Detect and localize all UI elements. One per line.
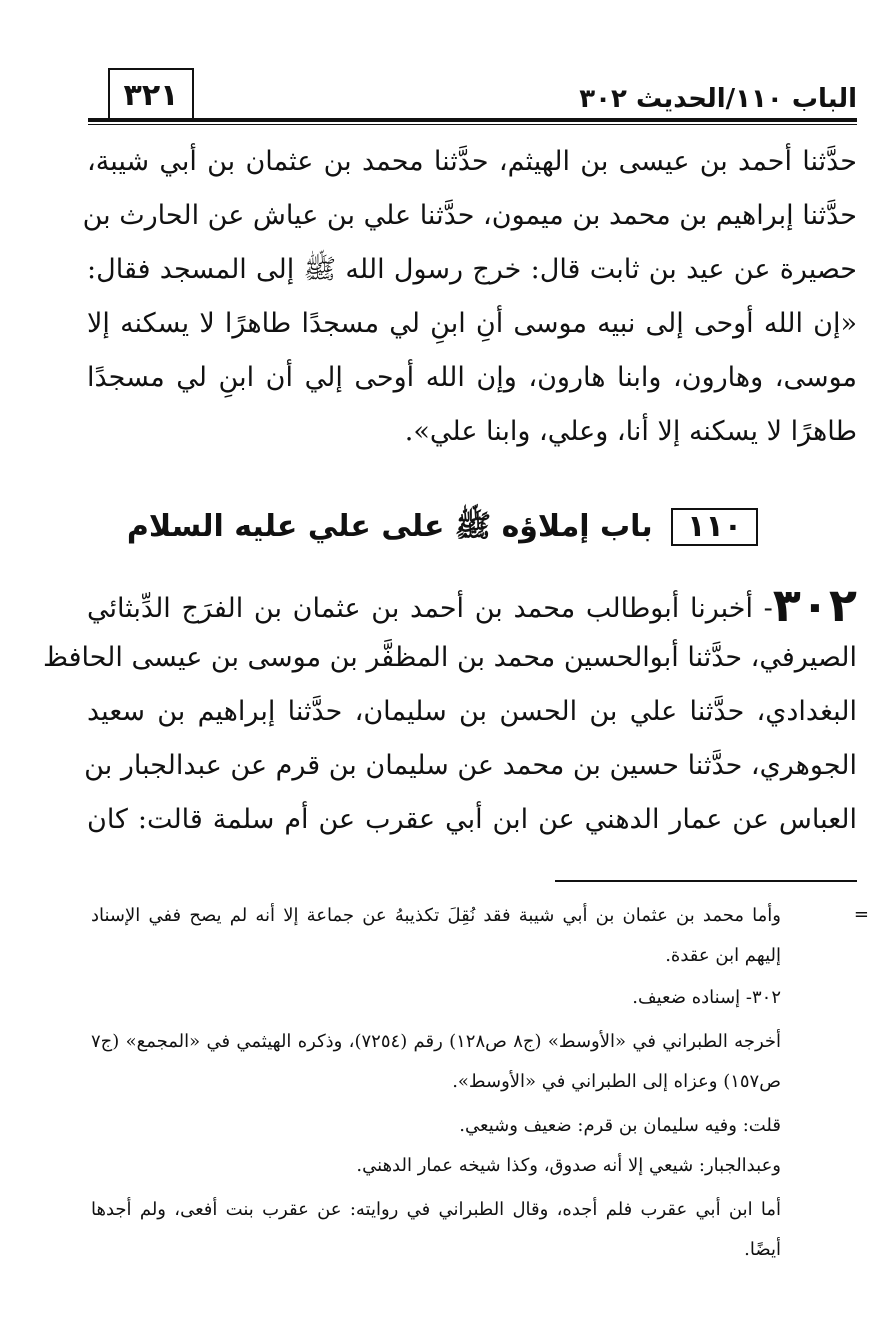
hadith-line: البغدادي، حدَّثنا علي بن الحسن بن سليمان، حدَّثنا إبراهيم بن سعيد bbox=[87, 696, 857, 727]
footnote-line: ٣٠٢- إسناده ضعيف. bbox=[632, 987, 781, 1008]
running-title: الباب ١١٠/الحديث ٣٠٢ bbox=[579, 84, 857, 114]
body-line: حدَّثنا إبراهيم بن محمد بن ميمون، حدَّثنا علي بن عياش عن الحارث بن bbox=[82, 200, 857, 231]
footnote-separator bbox=[555, 880, 857, 882]
footnote-line: وأما محمد بن عثمان بن أبي شيبة فقد نُقِلَ تكذيبهُ عن جماعة إلا أنه لم يصح ففي الإسناد bbox=[91, 905, 781, 926]
body-line: موسى، وهارون، وابنا هارون، وإن الله أوحى إلي أن ابنِ لي مسجدًا bbox=[87, 362, 857, 393]
chapter-title: باب إملاؤه ﷺ على علي عليه السلام bbox=[126, 509, 653, 544]
hadith-first-line bbox=[87, 580, 857, 630]
body-line: طاهرًا لا يسكنه إلا أنا، وعلي، وابنا علي». bbox=[404, 416, 857, 447]
footnote-line: ص١٥٧) وعزاه إلى الطبراني في «الأوسط». bbox=[452, 1071, 781, 1092]
body-line: «إن الله أوحى إلى نبيه موسى أنِ ابنِ لي مسجدًا طاهرًا لا يسكنه إلا bbox=[87, 308, 857, 339]
hadith-text: - أخبرنا أبوطالب محمد بن أحمد بن عثمان بن الفرَج الدِّبثائي bbox=[87, 593, 773, 624]
header-rule-thin bbox=[88, 124, 857, 125]
hadith-line: العباس عن عمار الدهني عن ابن أبي عقرب عن أم سلمة قالت: كان bbox=[87, 804, 857, 835]
chapter-heading bbox=[0, 508, 885, 551]
chapter-number: ١١٠ bbox=[671, 508, 758, 546]
footnote-line: قلت: وفيه سليمان بن قرم: ضعيف وشيعي. bbox=[459, 1115, 781, 1136]
footnote-continuation-mark: = bbox=[853, 904, 869, 925]
hadith-number: ٣٠٢ bbox=[772, 578, 857, 632]
header-rule bbox=[88, 118, 857, 122]
footnote-line: أما ابن أبي عقرب فلم أجده، وقال الطبراني في روايته: عن عقرب بنت أفعى، ولم أجدها bbox=[91, 1199, 781, 1220]
footnote-line: أخرجه الطبراني في «الأوسط» (ج٨ ص١٢٨) رقم (٧٢٥٤)، وذكره الهيثمي في «المجمع» (ج٧ bbox=[91, 1031, 782, 1052]
footnote-line: أيضًا. bbox=[744, 1239, 781, 1260]
footnote-line: وعبدالجبار: شيعي إلا أنه صدوق، وكذا شيخه عمار الدهني. bbox=[356, 1155, 781, 1176]
footnote-line: إليهم ابن عقدة. bbox=[665, 945, 781, 966]
body-line: حصيرة عن عيد بن ثابت قال: خرج رسول الله ﷺ إلى المسجد فقال: bbox=[87, 254, 857, 285]
hadith-line: الصيرفي، حدَّثنا أبوالحسين محمد بن المظفَّر بن موسى بن عيسى الحافظ bbox=[42, 642, 857, 673]
page-number: ٣٢١ bbox=[108, 68, 194, 118]
body-line: حدَّثنا أحمد بن عيسى بن الهيثم، حدَّثنا محمد بن عثمان بن أبي شيبة، bbox=[87, 146, 857, 177]
hadith-line: الجوهري، حدَّثنا حسين بن محمد عن سليمان بن قرم عن عبدالجبار بن bbox=[84, 750, 857, 781]
